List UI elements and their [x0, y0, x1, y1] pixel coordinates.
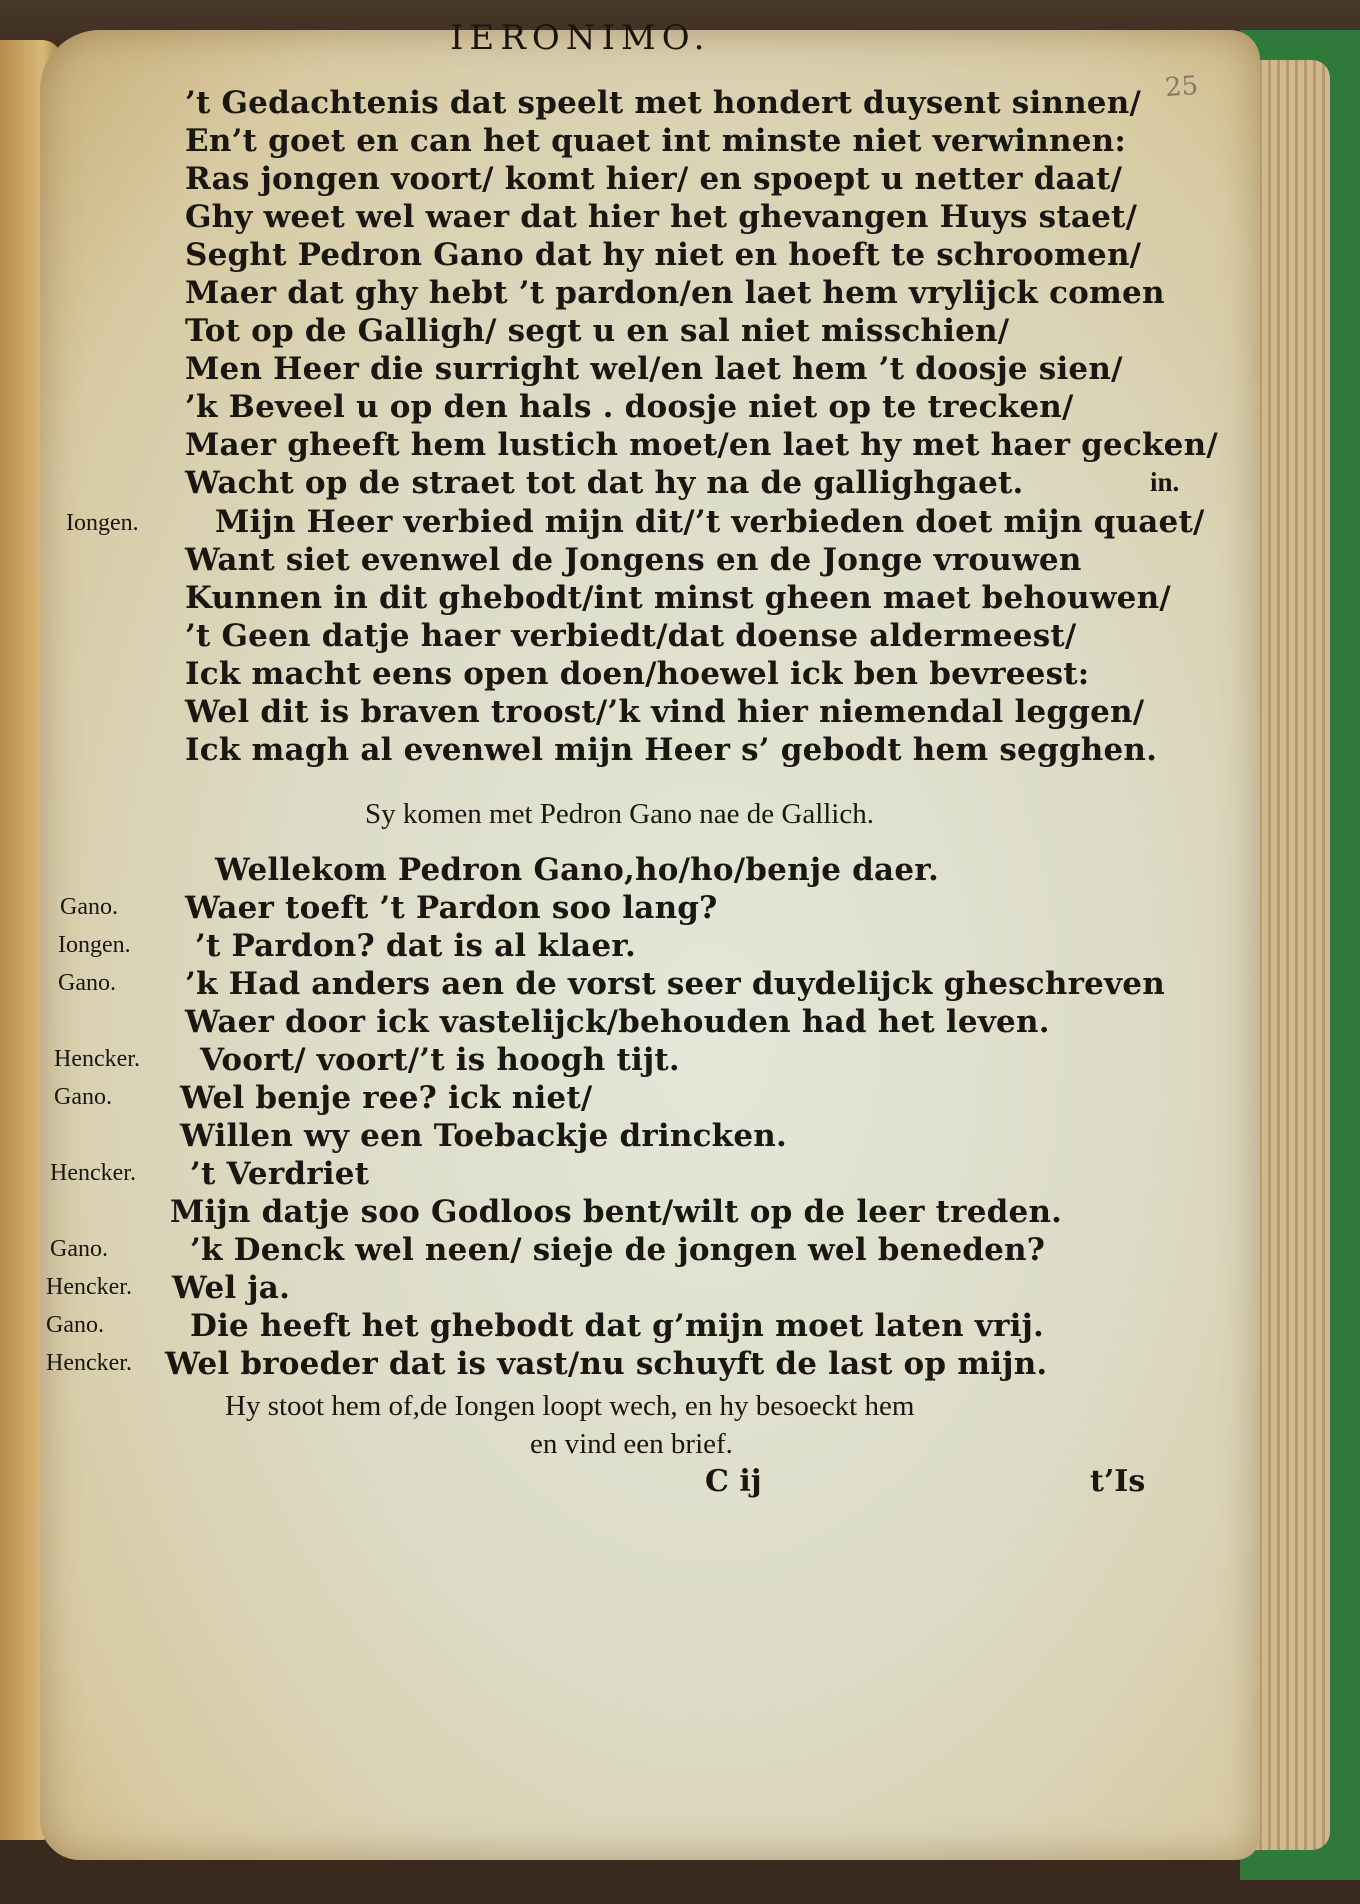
- dialogue-line: Voort/ voort/’t is hoogh tijt.: [200, 1042, 680, 1078]
- speaker-label: Hencker.: [46, 1274, 132, 1300]
- running-header: IERONIMO.: [450, 18, 711, 58]
- speaker-label: Gano.: [50, 1236, 108, 1262]
- verse-line: Mijn Heer verbied mijn dit/’t verbieden doet mijn quaet/: [215, 504, 1205, 540]
- verse-line: ’t Gedachtenis dat speelt met hondert duysent sinnen/: [185, 85, 1141, 121]
- catchword: t’Is: [1090, 1464, 1146, 1499]
- verse-line: Maer dat ghy hebt ’t pardon/en laet hem vrylijck comen: [185, 275, 1165, 311]
- dialogue-line: Mijn datje soo Godloos bent/wilt op de leer treden.: [170, 1194, 1063, 1230]
- speaker-label: Hencker.: [46, 1350, 132, 1376]
- verse-line: Kunnen in dit ghebodt/int minst gheen maet behouwen/: [185, 580, 1171, 616]
- verse-line: Men Heer die surright wel/en laet hem ’t doosje sien/: [185, 351, 1123, 387]
- dialogue-line: Waer toeft ’t Pardon soo lang?: [185, 890, 718, 926]
- verse-line: En’t goet en can het quaet int minste niet verwinnen:: [185, 123, 1127, 159]
- dialogue-line: Die heeft het ghebodt dat g’mijn moet laten vrij.: [190, 1308, 1045, 1344]
- verse-line: Ghy weet wel waer dat hier het ghevangen Huys staet/: [185, 199, 1138, 235]
- dialogue-line: Wel benje ree? ick niet/: [180, 1080, 593, 1116]
- dialogue-line: Waer door ick vastelijck/behouden had het leven.: [185, 1004, 1050, 1040]
- verse-line: ’t Geen datje haer verbiedt/dat doense aldermeest/: [185, 618, 1077, 654]
- speaker-label: Gano.: [46, 1312, 104, 1338]
- verse-line: Want siet evenwel de Jongens en de Jonge vrouwen: [185, 542, 1082, 578]
- speaker-label: Gano.: [60, 894, 118, 920]
- verse-line: Tot op de Galligh/ segt u en sal niet misschien/: [185, 313, 1010, 349]
- dialogue-line: Wel broeder dat is vast/nu schuyft de last op mijn.: [165, 1346, 1048, 1382]
- dialogue-line: Wel ja.: [172, 1270, 291, 1306]
- speaker-label: Iongen.: [66, 510, 139, 536]
- speaker-label: Hencker.: [50, 1160, 136, 1186]
- dialogue-line: Wellekom Pedron Gano,ho/ho/benje daer.: [215, 852, 939, 888]
- speaker-label: Hencker.: [54, 1046, 140, 1072]
- signature-mark: C ij: [705, 1464, 762, 1499]
- verse-line: Ick macht eens open doen/hoewel ick ben bevreest:: [185, 656, 1090, 692]
- margin-note-in: in.: [1150, 467, 1180, 497]
- dialogue-line: ’k Had anders aen de vorst seer duydelijck gheschreven: [185, 966, 1165, 1002]
- verse-line: Maer gheeft hem lustich moet/en laet hy met haer gecken/: [185, 427, 1218, 463]
- dialogue-line: ’t Pardon? dat is al klaer.: [195, 928, 636, 964]
- verse-line: Wel dit is braven troost/’k vind hier niemendal leggen/: [185, 694, 1145, 730]
- verse-line: Seght Pedron Gano dat hy niet en hoeft te schroomen/: [185, 237, 1142, 273]
- speaker-label: Gano.: [54, 1084, 112, 1110]
- speaker-label: Iongen.: [58, 932, 131, 958]
- stage-direction: en vind een brief.: [530, 1428, 733, 1460]
- verse-line: Ras jongen voort/ komt hier/ en spoept u netter daat/: [185, 161, 1123, 197]
- folio-number: 25: [1163, 70, 1200, 104]
- speaker-label: Gano.: [58, 970, 116, 996]
- stage-direction: Hy stoot hem of,de Iongen loopt wech, en hy besoeckt hem: [225, 1390, 915, 1422]
- stage-direction: Sy komen met Pedron Gano nae de Gallich.: [365, 798, 874, 830]
- verse-line: Wacht op de straet tot dat hy na de gallighgaet.: [185, 465, 1024, 501]
- dialogue-line: ’k Denck wel neen/ sieje de jongen wel beneden?: [190, 1232, 1046, 1268]
- verse-line: Ick magh al evenwel mijn Heer s’ gebodt hem segghen.: [185, 732, 1158, 768]
- dialogue-line: ’t Verdriet: [190, 1156, 370, 1192]
- dialogue-line: Willen wy een Toebackje drincken.: [180, 1118, 788, 1154]
- verse-line: ’k Beveel u op den hals . doosje niet op te trecken/: [185, 389, 1074, 425]
- book-page: [40, 18, 1260, 1860]
